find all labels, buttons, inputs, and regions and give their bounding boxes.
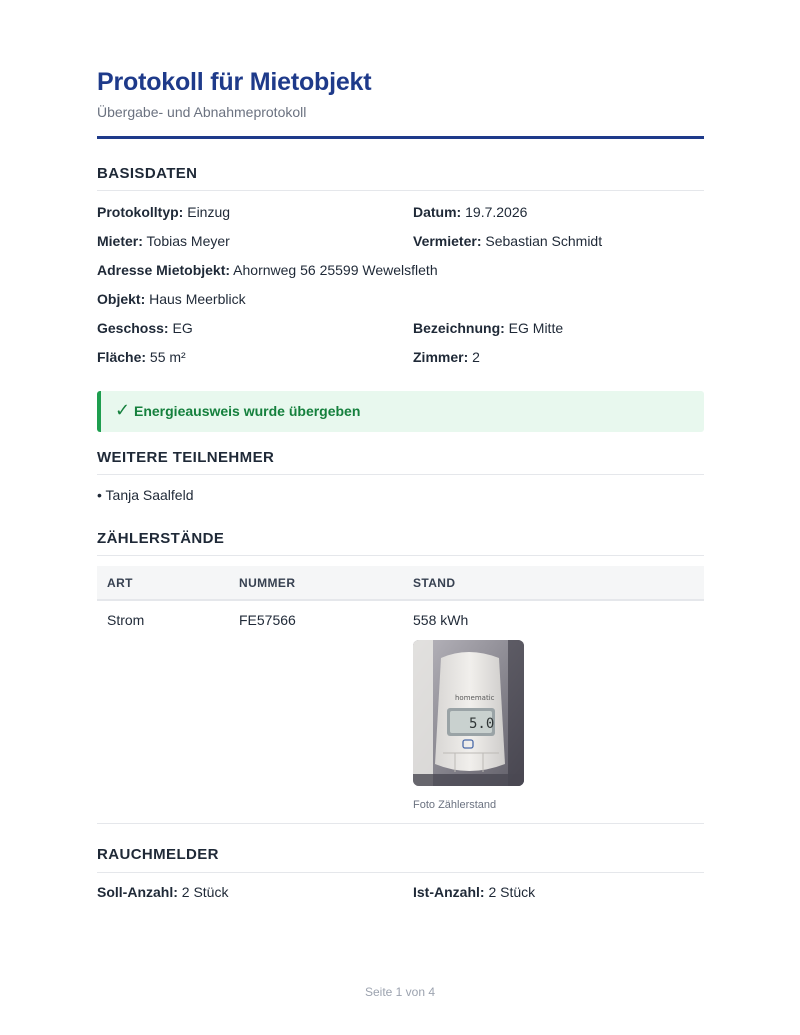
field-geschoss: [97, 320, 193, 336]
column-header-nummer: NUMMER: [239, 576, 296, 590]
field-vermieter: [413, 233, 602, 249]
section-title-basisdaten: BASISDATEN: [97, 165, 198, 182]
column-header-stand: STAND: [413, 576, 456, 590]
section-divider: [97, 190, 704, 191]
field-value: Einzug: [187, 204, 231, 220]
section-divider: [97, 872, 704, 873]
header-divider: [97, 136, 704, 139]
field-value: 19.7.2026: [465, 204, 528, 220]
check-icon: ✓: [115, 400, 131, 420]
field-ist-anzahl: [413, 884, 535, 900]
field-label: Mieter:: [97, 233, 143, 249]
field-label: Protokolltyp:: [97, 204, 184, 220]
section-title-zaehler: ZÄHLERSTÄNDE: [97, 530, 225, 547]
page-title: Protokoll für Mietobjekt: [97, 68, 372, 96]
field-value: 2 Stück: [488, 884, 536, 900]
cell-stand: 558 kWh: [413, 612, 469, 628]
field-zimmer: [413, 349, 480, 365]
field-value: Tobias Meyer: [146, 233, 230, 249]
notice-text: Energieausweis wurde übergeben: [134, 403, 361, 419]
section-divider: [97, 555, 704, 556]
field-label: Ist-Anzahl:: [413, 884, 485, 900]
meter-photo[interactable]: [413, 640, 524, 786]
field-label: Vermieter:: [413, 233, 482, 249]
field-mieter: [97, 233, 230, 249]
field-label: Adresse Mietobjekt:: [97, 262, 231, 278]
photo-brand-text: homematic: [455, 694, 495, 702]
field-label: Fläche:: [97, 349, 147, 365]
section-title-teilnehmer: WEITERE TEILNEHMER: [97, 449, 275, 466]
field-value: 2: [472, 349, 480, 365]
page-subtitle: Übergabe- und Abnahmeprotokoll: [97, 104, 307, 120]
column-header-art: ART: [107, 576, 133, 590]
list-item: • Tanja Saalfeld: [97, 487, 194, 503]
field-soll-anzahl: [97, 884, 228, 900]
field-label: Objekt:: [97, 291, 146, 307]
field-value: Haus Meerblick: [149, 291, 246, 307]
section-divider: [97, 474, 704, 475]
field-protokolltyp: [97, 204, 230, 220]
table-header: [97, 566, 704, 601]
thermostat-photo-image: [413, 640, 524, 786]
energieausweis-notice: [97, 391, 704, 432]
cell-nummer: FE57566: [239, 612, 296, 628]
field-value: Sebastian Schmidt: [485, 233, 603, 249]
field-datum: [413, 204, 527, 220]
photo-display-text: 5.0: [469, 716, 495, 732]
field-flaeche: [97, 349, 186, 365]
field-value: EG: [172, 320, 193, 336]
section-title-rauchmelder: RAUCHMELDER: [97, 846, 219, 863]
photo-caption: Foto Zählerstand: [413, 799, 497, 811]
field-label: Datum:: [413, 204, 462, 220]
field-value: 2 Stück: [181, 884, 229, 900]
field-value: 55 m²: [149, 349, 186, 365]
field-value: EG Mitte: [508, 320, 564, 336]
field-adresse: [97, 262, 438, 278]
page-number: Seite 1 von 4: [364, 985, 436, 999]
field-bezeichnung: [413, 320, 563, 336]
field-value: Ahornweg 56 25599 Wewelsfleth: [233, 262, 438, 278]
field-label: Geschoss:: [97, 320, 169, 336]
field-label: Bezeichnung:: [413, 320, 505, 336]
table-row-divider: [97, 823, 704, 824]
field-objekt: [97, 291, 246, 307]
field-label: Soll-Anzahl:: [97, 884, 178, 900]
cell-art: Strom: [107, 612, 145, 628]
field-label: Zimmer:: [413, 349, 469, 365]
